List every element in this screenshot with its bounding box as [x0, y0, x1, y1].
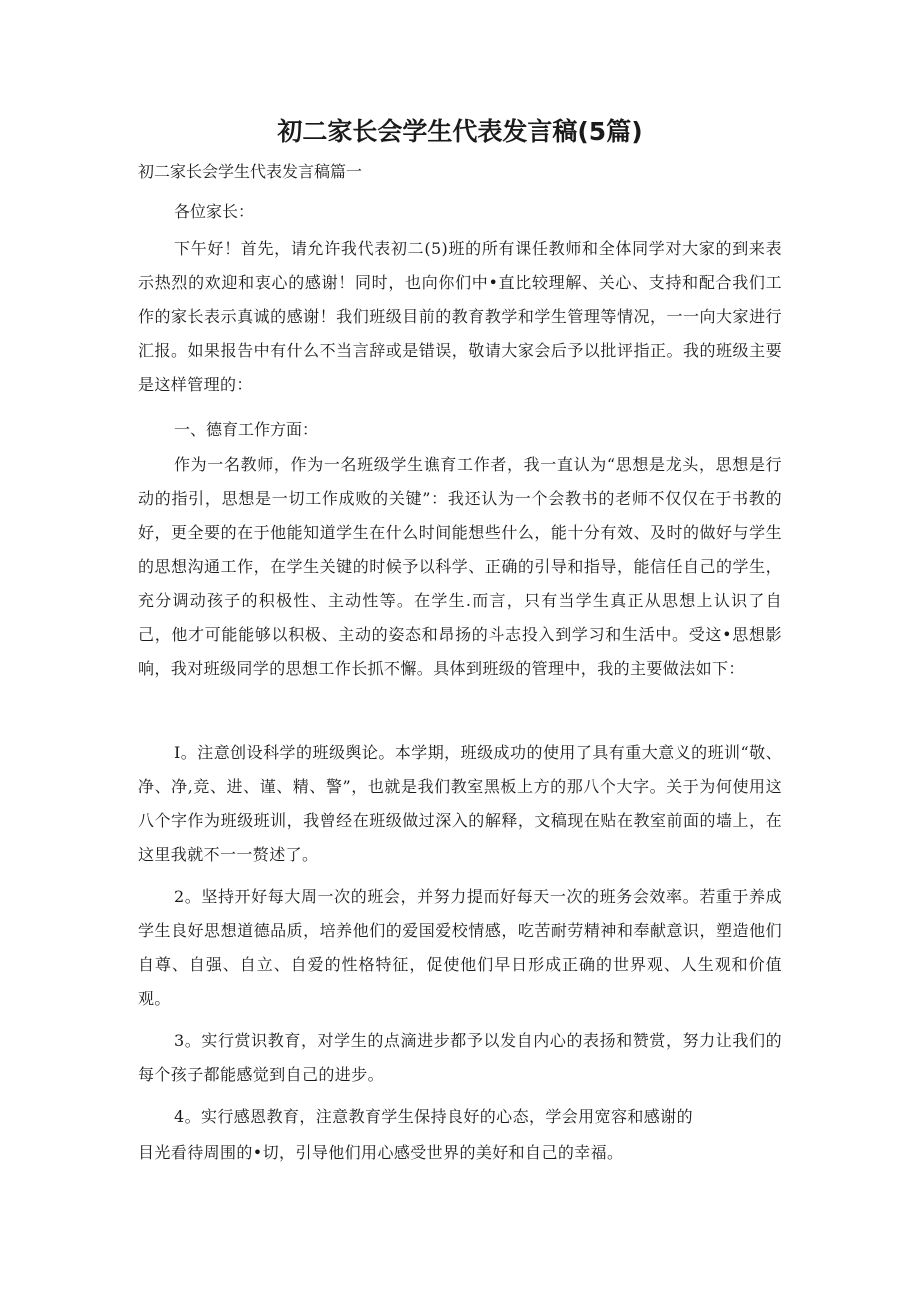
list-item-4-line1: 4。实行感恩教育，注意教育学生保持良好的心态，学会用宽容和感谢的: [174, 1107, 693, 1126]
list-item-4-line2: 目光看待周围的•切，引导他们用心感受世界的美好和自己的幸福。: [138, 1143, 624, 1162]
list-item-2: 2。坚持开好每大周一次的班会，并努力提而好每天一次的班务会效率。若重于养成学生良好思想道德品质，培养他们的爱国爱校情感，吃苦耐劳精神和奉献意识，塑造他们自尊、自强、自立、自爱的性格特征，促使他们早日形成正确的世界观、人生观和价值观。: [138, 887, 782, 1008]
greeting: 各位家长：: [174, 202, 255, 221]
list-item-1: I。注意创设科学的班级舆论。本学期，班级成功的使用了具有重大意义的班训“敬、净、净,竞、进、谨、精、警”，也就是我们教室黑板上方的那八个大字。关于为何使用这八个字作为班级班训，我曾经在班级做过深入的解释，文稿现在贴在教室前面的墙上，在这里我就不一一赘述了。: [138, 743, 782, 864]
document-title: 初二家长会学生代表发言稿(5篇): [277, 117, 643, 146]
moral-paragraph: 作为一名教师，作为一名班级学生谯育工作者，我一直认为“思想是龙头，思想是行动的指引，思想是一切工作成败的关键”：我还认为一个会教书的老师不仅仅在于书教的好，更全要的在于他能知道学生在什么时间能想些什么，能十分有效、及时的做好与学生的思想沟通工作，在学生关键的时候予以科学、正确的引导和指导，能信任自己的学生，充分调动孩子的积极性、主动性等。在学生.而言，只有当学生真正从思想上认识了自己，他才可能能够以积极、主动的姿态和昂扬的斗志投入到学习和生活中。受这•思想影响，我对班级同学的思想工作长抓不懈。具体到班级的管理中，我的主要做法如下：: [138, 455, 782, 678]
list-item-3: 3。实行赏识教育，对学生的点滴进步都予以发自内心的表扬和赞赏，努力让我们的每个孩子都能感觉到自己的进步。: [138, 1031, 782, 1084]
intro-paragraph: 下午好！首先，请允许我代表初二(5)班的所有课任教师和全体同学对大家的到来表示热烈的欢迎和衷心的感谢！同时，也向你们中•直比较理解、关心、支持和配合我们工作的家长表示真诚的感谢！我们班级目前的教育教学和学生管理等情况，一一向大家进行汇报。如果报告中有什么不当言辞或是错误，敬请大家会后予以批评指正。我的班级主要是这样管理的：: [138, 239, 782, 394]
section-heading-moral: 一、德育工作方面：: [174, 420, 319, 439]
section-title: 初二家长会学生代表发言稿篇一: [138, 162, 363, 181]
